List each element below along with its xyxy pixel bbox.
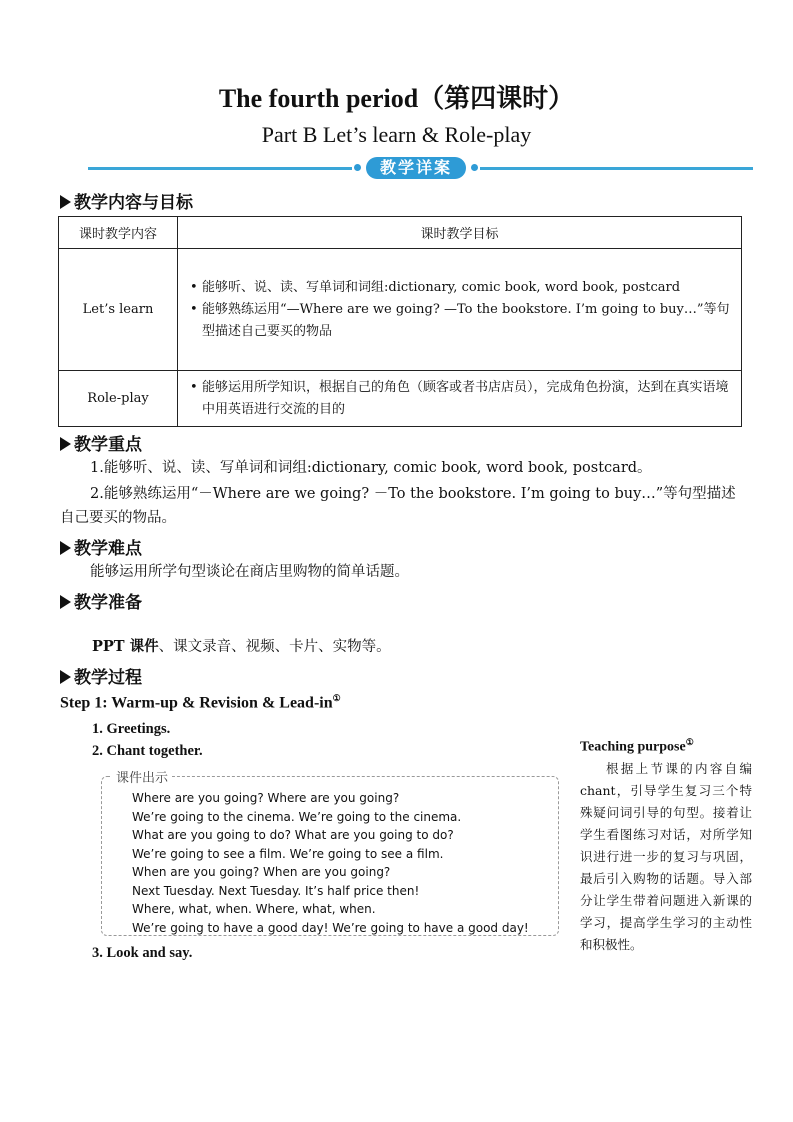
section-heading-process [60, 663, 142, 688]
chant-line: We’re going to the cinema. We’re going to the cinema. [132, 809, 462, 824]
preparation-bold: PPT 课件 [92, 638, 159, 655]
table-cell-content: Let’s learn [59, 249, 178, 371]
footnote-mark: ① [332, 693, 341, 703]
footnote-mark: ① [685, 737, 694, 747]
section-heading-content-goals [60, 188, 193, 213]
triangle-bullet-icon [60, 195, 71, 209]
table-header-cell: 课时教学目标 [178, 217, 742, 249]
preparation-text [92, 635, 391, 659]
courseware-box [101, 771, 559, 936]
teaching-purpose-title-text: Teaching purpose [580, 739, 686, 755]
table-cell-content: Role-play [59, 371, 178, 427]
objectives-table [58, 216, 742, 427]
list-item: • 能够熟练运用“—Where are we going? —To the bookstore. I’m going to buy…”等句型描述自己要买的物品 [188, 299, 733, 343]
triangle-bullet-icon [60, 670, 71, 684]
teaching-purpose-text: 根据上节课的内容自编chant，引导学生复习三个特殊疑问词引导的句型。接着让学生看图练习对话，对所学知识进行进一步的复习与巩固，最后引入购物的话题。导入部分让学生带着问题进入新课的学习，提高学生学习的主动性和积极性。 [580, 761, 752, 952]
section-heading-key-points [60, 430, 142, 455]
preparation-rest: 、课文录音、视频、卡片、实物等。 [158, 639, 391, 655]
table-row [59, 249, 742, 371]
chant-line: We’re going to have a good day! We’re going to have a good day! [132, 920, 529, 935]
section-heading-text: 教学重点 [74, 435, 142, 455]
courseware-label: 课件出示 [112, 767, 172, 786]
chant-line: Where, what, when. Where, what, when. [132, 902, 376, 916]
chant-lines [132, 789, 529, 937]
table-cell-goals [178, 249, 742, 371]
page-subtitle: Part B Let’s learn & Role-play [261, 122, 532, 147]
section-heading-preparation [60, 588, 142, 613]
triangle-bullet-icon [60, 541, 71, 555]
list-item: • 能够运用所学知识，根据自己的角色（顾客或者书店店员），完成角色扮演，达到在真实语境中用英语进行交流的目的 [188, 377, 733, 421]
badge-label: 教学详案 [366, 157, 466, 179]
section-heading-text: 教学准备 [74, 593, 142, 613]
table-cell-goals [178, 371, 742, 427]
chant-line: Where are you going? Where are you going? [132, 791, 400, 805]
section-heading-text: 教学过程 [74, 668, 142, 688]
key-point-2: 2.能够熟练运用“－Where are we going? －To the bookstore. I’m going to buy…”等句型描述自己要买的物品。 [60, 486, 736, 526]
table-header-row [59, 217, 742, 249]
key-point-1: 1.能够听、说、读、写单词和词组:dictionary, comic book, word book, postcard。 [90, 460, 652, 476]
section-heading-difficulties [60, 534, 142, 559]
difficulty-text: 能够运用所学句型谈论在商店里购物的简单话题。 [90, 564, 409, 580]
step-item: 2. Chant together. [92, 743, 203, 759]
list-item: • 能够听、说、读、写单词和词组:dictionary, comic book, word book, postcard [188, 277, 733, 299]
chant-line: What are you going to do? What are you going to do? [132, 828, 454, 842]
step-title-text: Step 1: Warm-up & Revision & Lead-in [60, 694, 333, 712]
triangle-bullet-icon [60, 595, 71, 609]
chant-line: When are you going? When are you going? [132, 865, 391, 879]
step-item: 1. Greetings. [92, 721, 171, 737]
section-badge [352, 154, 480, 182]
teaching-purpose-title [580, 737, 694, 756]
page-title: The fourth period（第四课时） [218, 84, 575, 113]
table-header-cell: 课时教学内容 [59, 217, 178, 249]
badge-left-dot [354, 164, 361, 171]
step-item: 3. Look and say. [92, 945, 193, 961]
triangle-bullet-icon [60, 437, 71, 451]
chant-line: Next Tuesday. Next Tuesday. It’s half price then! [132, 883, 420, 898]
section-heading-text: 教学内容与目标 [74, 193, 193, 213]
section-heading-text: 教学难点 [74, 539, 142, 559]
table-row [59, 371, 742, 427]
step-1-title [60, 693, 341, 712]
chant-line: We’re going to see a film. We’re going to see a film. [132, 846, 444, 861]
badge-right-dot [471, 164, 478, 171]
